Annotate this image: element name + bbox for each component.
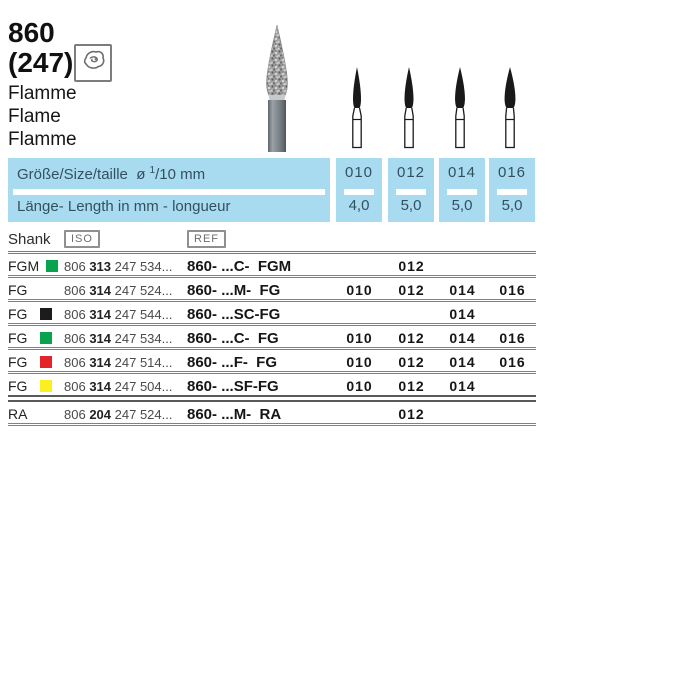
bur-table [8,229,536,426]
shape-names [8,82,77,151]
banner-divider-stripe [497,189,527,195]
size-cell: 010 [346,378,373,394]
iso-number: 806 314 247 534... [64,331,173,346]
iso-column-header: ISO [64,230,100,248]
size-cell: 014 [449,306,476,322]
iso-number: 806 314 247 544... [64,307,173,322]
shank-type: FG [8,306,28,322]
table-row [8,402,536,426]
banner-divider-stripe [13,189,325,195]
table-row [8,326,536,350]
shank-type: FG [8,378,28,394]
banner-divider-stripe [344,189,374,195]
size-column-016 [489,158,535,222]
ref-number: 860- ...F- FG [187,354,278,371]
size-banner-label-block [8,158,330,222]
shank-type: FG [8,282,28,298]
size-value: 012 [396,164,426,181]
ref-column-header: REF [187,230,226,248]
size-cell: 016 [499,330,526,346]
size-cell: 012 [398,330,425,346]
length-value: 4,0 [348,197,370,214]
bur-silhouette-016 [498,66,522,154]
size-banner [0,158,700,222]
size-value: 016 [497,164,527,181]
table-row [8,350,536,374]
size-cell: 014 [449,282,476,298]
iso-number: 806 204 247 524... [64,407,173,422]
shank-type: RA [8,406,28,422]
size-cell: 014 [449,378,476,394]
length-label: Länge- Length in mm - longueur [17,198,231,215]
length-value: 5,0 [400,197,422,214]
bur-silhouette-012 [397,66,421,154]
bur-photo [257,22,297,159]
size-value: 010 [344,164,374,181]
length-value: 5,0 [501,197,523,214]
grit-color-square [40,308,52,320]
size-cell: 012 [398,354,425,370]
shape-icon-box [74,44,112,82]
figure-code: 860 [8,17,55,48]
size-cell: 012 [398,282,425,298]
shape-name-fr: Flamme [8,129,77,150]
bur-silhouette-014 [448,66,472,154]
size-cell: 010 [346,330,373,346]
grit-color-square [46,260,58,272]
iso-number: 806 314 247 524... [64,283,173,298]
bur-silhouette-010 [345,66,369,154]
size-value: 014 [447,164,477,181]
size-cell: 016 [499,282,526,298]
table-row [8,302,536,326]
ref-number: 860- ...M- FG [187,282,281,299]
ref-number: 860- ...SF-FG [187,378,279,395]
size-cell: 010 [346,354,373,370]
size-cell: 014 [449,330,476,346]
table-row [8,374,536,402]
flame-tooth-icon [79,47,107,80]
table-row [8,254,536,278]
size-cell: 010 [346,282,373,298]
length-value: 5,0 [451,197,473,214]
iso-number: 806 314 247 514... [64,355,173,370]
ref-number: 860- ...M- RA [187,406,282,423]
shape-name-de: Flamme [8,83,77,104]
size-column-010 [336,158,382,222]
table-header-row [8,229,536,254]
size-cell: 012 [398,378,425,394]
shank-type: FG [8,330,28,346]
size-cell: 014 [449,354,476,370]
ref-number: 860- ...SC-FG [187,306,281,323]
size-cell: 016 [499,354,526,370]
banner-divider-stripe [396,189,426,195]
grit-color-square [40,332,52,344]
size-cell: 012 [398,258,425,274]
ref-number: 860- ...C- FGM [187,258,292,275]
size-cell: 012 [398,406,425,422]
shank-type: FG [8,354,28,370]
shank-type: FGM [8,258,40,274]
page-title [8,18,73,78]
size-column-012 [388,158,434,222]
grit-color-square [40,380,52,392]
iso-number: 806 314 247 504... [64,379,173,394]
iso-number: 806 313 247 534... [64,259,173,274]
banner-divider-stripe [447,189,477,195]
figure-code-alt: (247) [8,47,74,78]
table-row [8,278,536,302]
size-column-014 [439,158,485,222]
shank-column-header: Shank [8,231,51,248]
grit-color-square [40,356,52,368]
shape-name-en: Flame [8,106,61,127]
size-label: Größe/Size/taille ø $^1$/10 mm [17,165,206,183]
ref-number: 860- ...C- FG [187,330,279,347]
